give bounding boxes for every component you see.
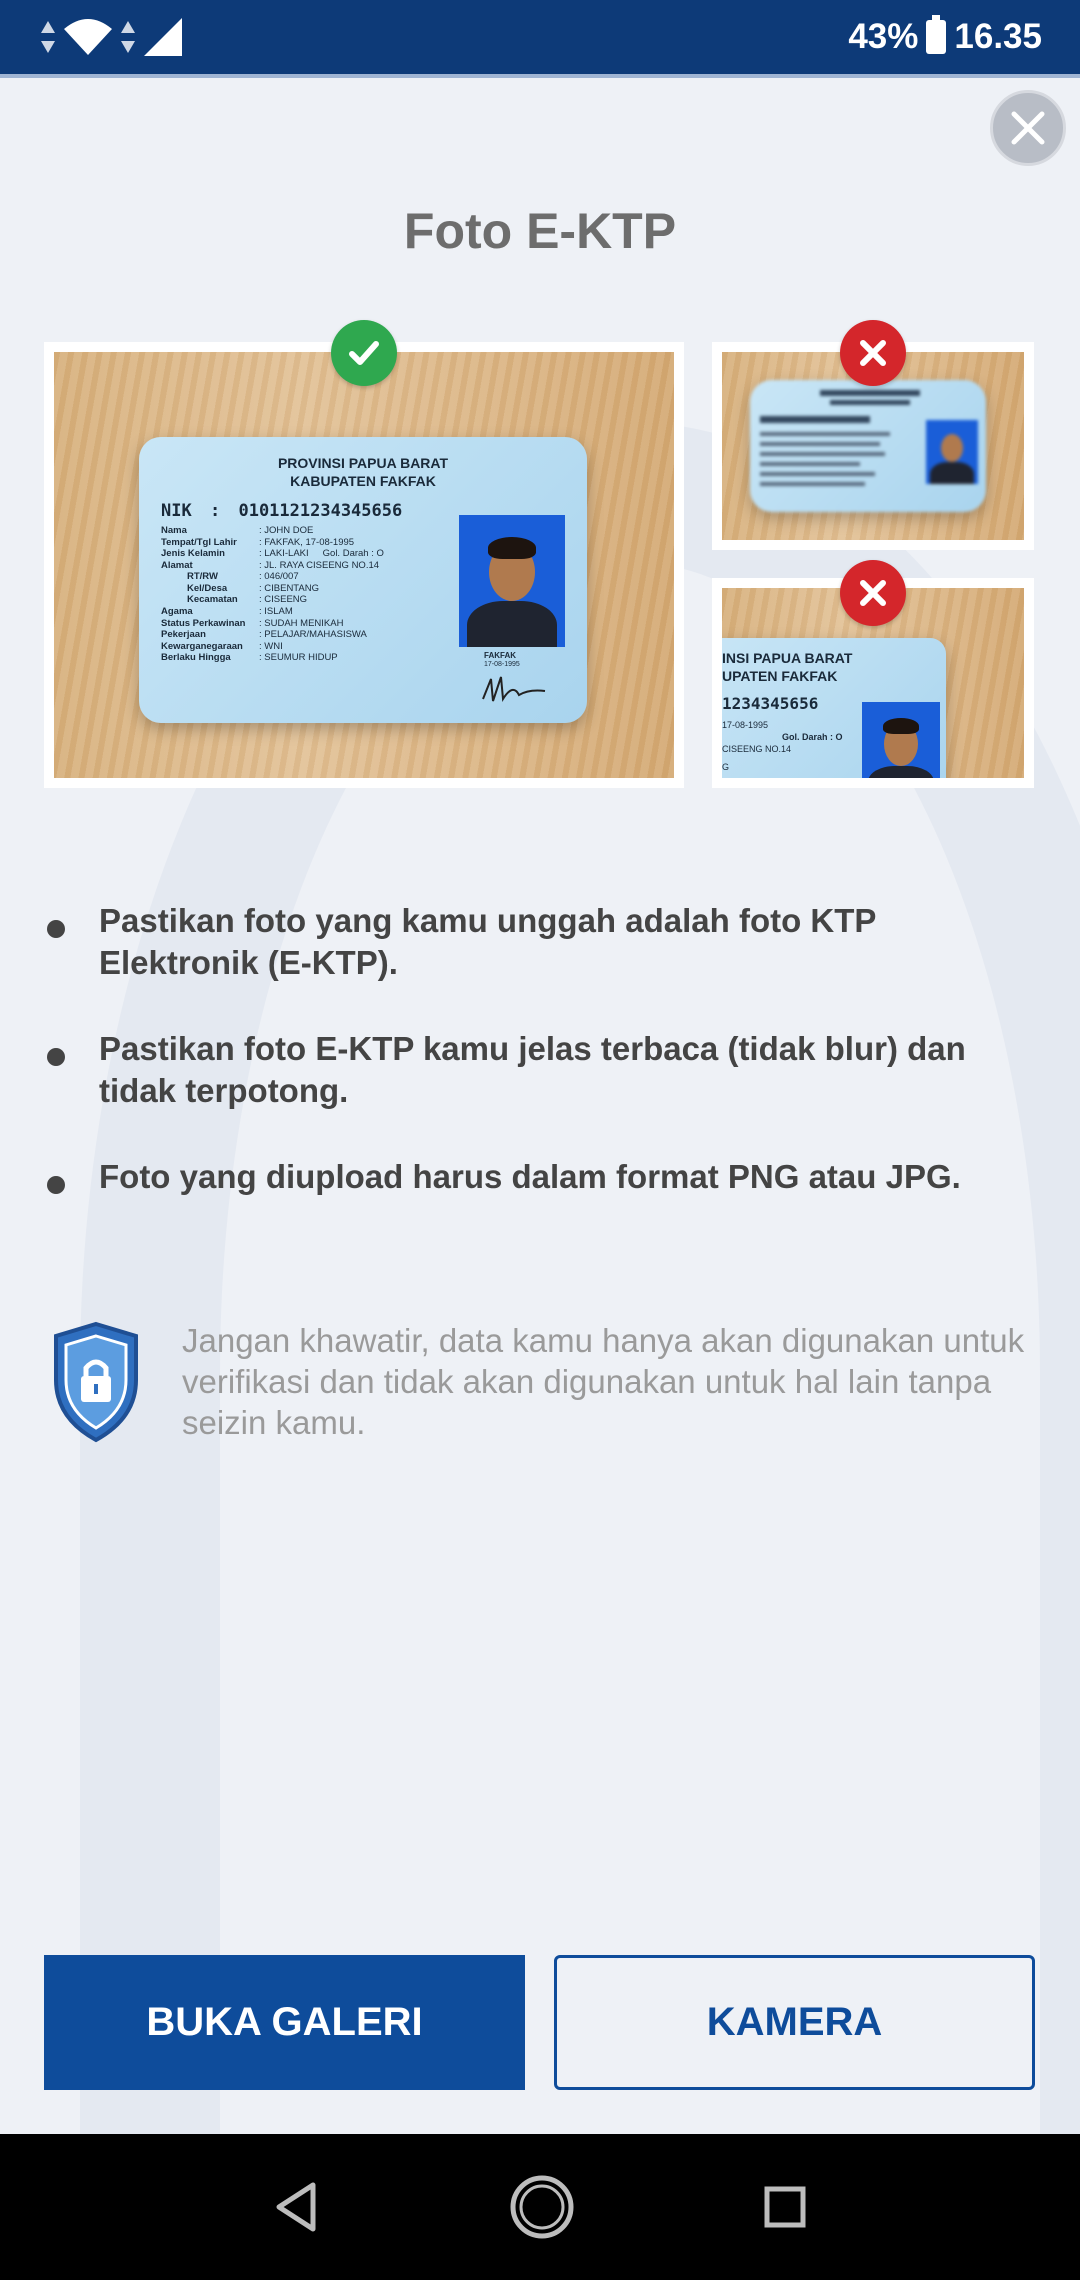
card-field-row: Kecamatan : CISEENG [187,594,308,606]
card-field-row: Kewarganegaraan : WNI [161,640,283,652]
status-right [848,17,1042,57]
card-province: PROVINSI PAPUA BARAT [277,455,449,471]
bullet-icon [47,1176,65,1194]
card-fields [161,525,384,664]
card-sign-date: 17-08-1995 [484,661,520,668]
card-nik-label: NIK [161,501,192,521]
status-left [40,16,184,58]
card-field-row: RT/RW : 046/007 [187,571,299,583]
wood-background [54,352,674,778]
wifi-icon [62,17,114,57]
card-regency: KABUPATEN FAKFAK [290,473,436,489]
card-nik: NIK : 0101121234345656 [161,501,403,521]
page-title: Foto E-KTP [403,203,677,259]
card-field-row: Berlaku Hingga : SEUMUR HIDUP [161,652,338,664]
data-arrows-icon [40,19,56,55]
home-icon[interactable] [508,2173,576,2241]
data-arrows-icon [120,19,136,55]
card-field-row: Jenis Kelamin : LAKI-LAKI Gol. Darah : O [161,548,384,560]
cross-icon [855,335,891,371]
good-example-photo [44,342,684,788]
card-sign-place: FAKFAK [484,651,516,660]
ektp-guide-sheet [0,82,1080,2134]
privacy-note [50,1320,1040,1444]
status-bar [0,0,1080,78]
signal-icon [142,16,184,58]
card-portrait [459,515,565,647]
signature-icon [479,669,549,709]
card-field-row: Kel/Desa : CIBENTANG [187,582,319,594]
card-field-row: Nama : JOHN DOE [161,525,314,536]
card-field-row: Pekerjaan : PELAJAR/MAHASISWA [161,629,367,641]
incorrect-badge [840,320,906,386]
photo-requirements-list [45,900,1035,1242]
cross-icon [855,575,891,611]
card-field-row: Agama : ISLAM [161,606,293,618]
cropped-card: INSI PAPUA BARAT UPATEN FAKFAK 1234345656 17-08-1995 Gol. Darah : O CISEENG NO.14 G [722,638,946,778]
clock: 16.35 [954,17,1042,56]
bullet-icon [47,1048,65,1066]
bullet-icon [47,920,65,938]
card-nik-value: 0101121234345656 [238,501,403,521]
list-item: Pastikan foto yang kamu unggah adalah foto KTP Elektronik (E-KTP). [45,900,1035,984]
close-button[interactable] [990,90,1066,166]
list-item: Foto yang diupload harus dalam format PNG atau JPG. [45,1156,1035,1198]
close-icon [1008,108,1048,148]
card-field-row: Status Perkawinan : SUDAH MENIKAH [161,617,344,629]
open-gallery-button[interactable]: BUKA GALERI [44,1955,525,2090]
battery-percent: 43% [848,17,919,56]
battery-icon [926,20,946,54]
check-icon [344,333,384,373]
blurry-card [750,380,986,512]
back-icon[interactable] [273,2181,321,2233]
incorrect-badge [840,560,906,626]
camera-button[interactable]: KAMERA [554,1955,1035,2090]
system-nav-bar [0,2134,1080,2280]
card-field-row: Tempat/Tgl Lahir : FAKFAK, 17-08-1995 [161,536,355,548]
card-field-row: Alamat : JL. RAYA CISEENG NO.14 [161,559,380,571]
correct-badge [331,320,397,386]
cropped-portrait [862,702,940,778]
list-item: Pastikan foto E-KTP kamu jelas terbaca (tidak blur) dan tidak terpotong. [45,1028,1035,1112]
ektp-card [139,437,587,723]
recents-icon[interactable] [763,2185,807,2229]
privacy-text: Jangan khawatir, data kamu hanya akan digunakan untuk verifikasi dan tidak akan digunakan untuk hal lain tanpa seizin kamu. [182,1322,1025,1441]
shield-lock-icon [50,1320,142,1444]
